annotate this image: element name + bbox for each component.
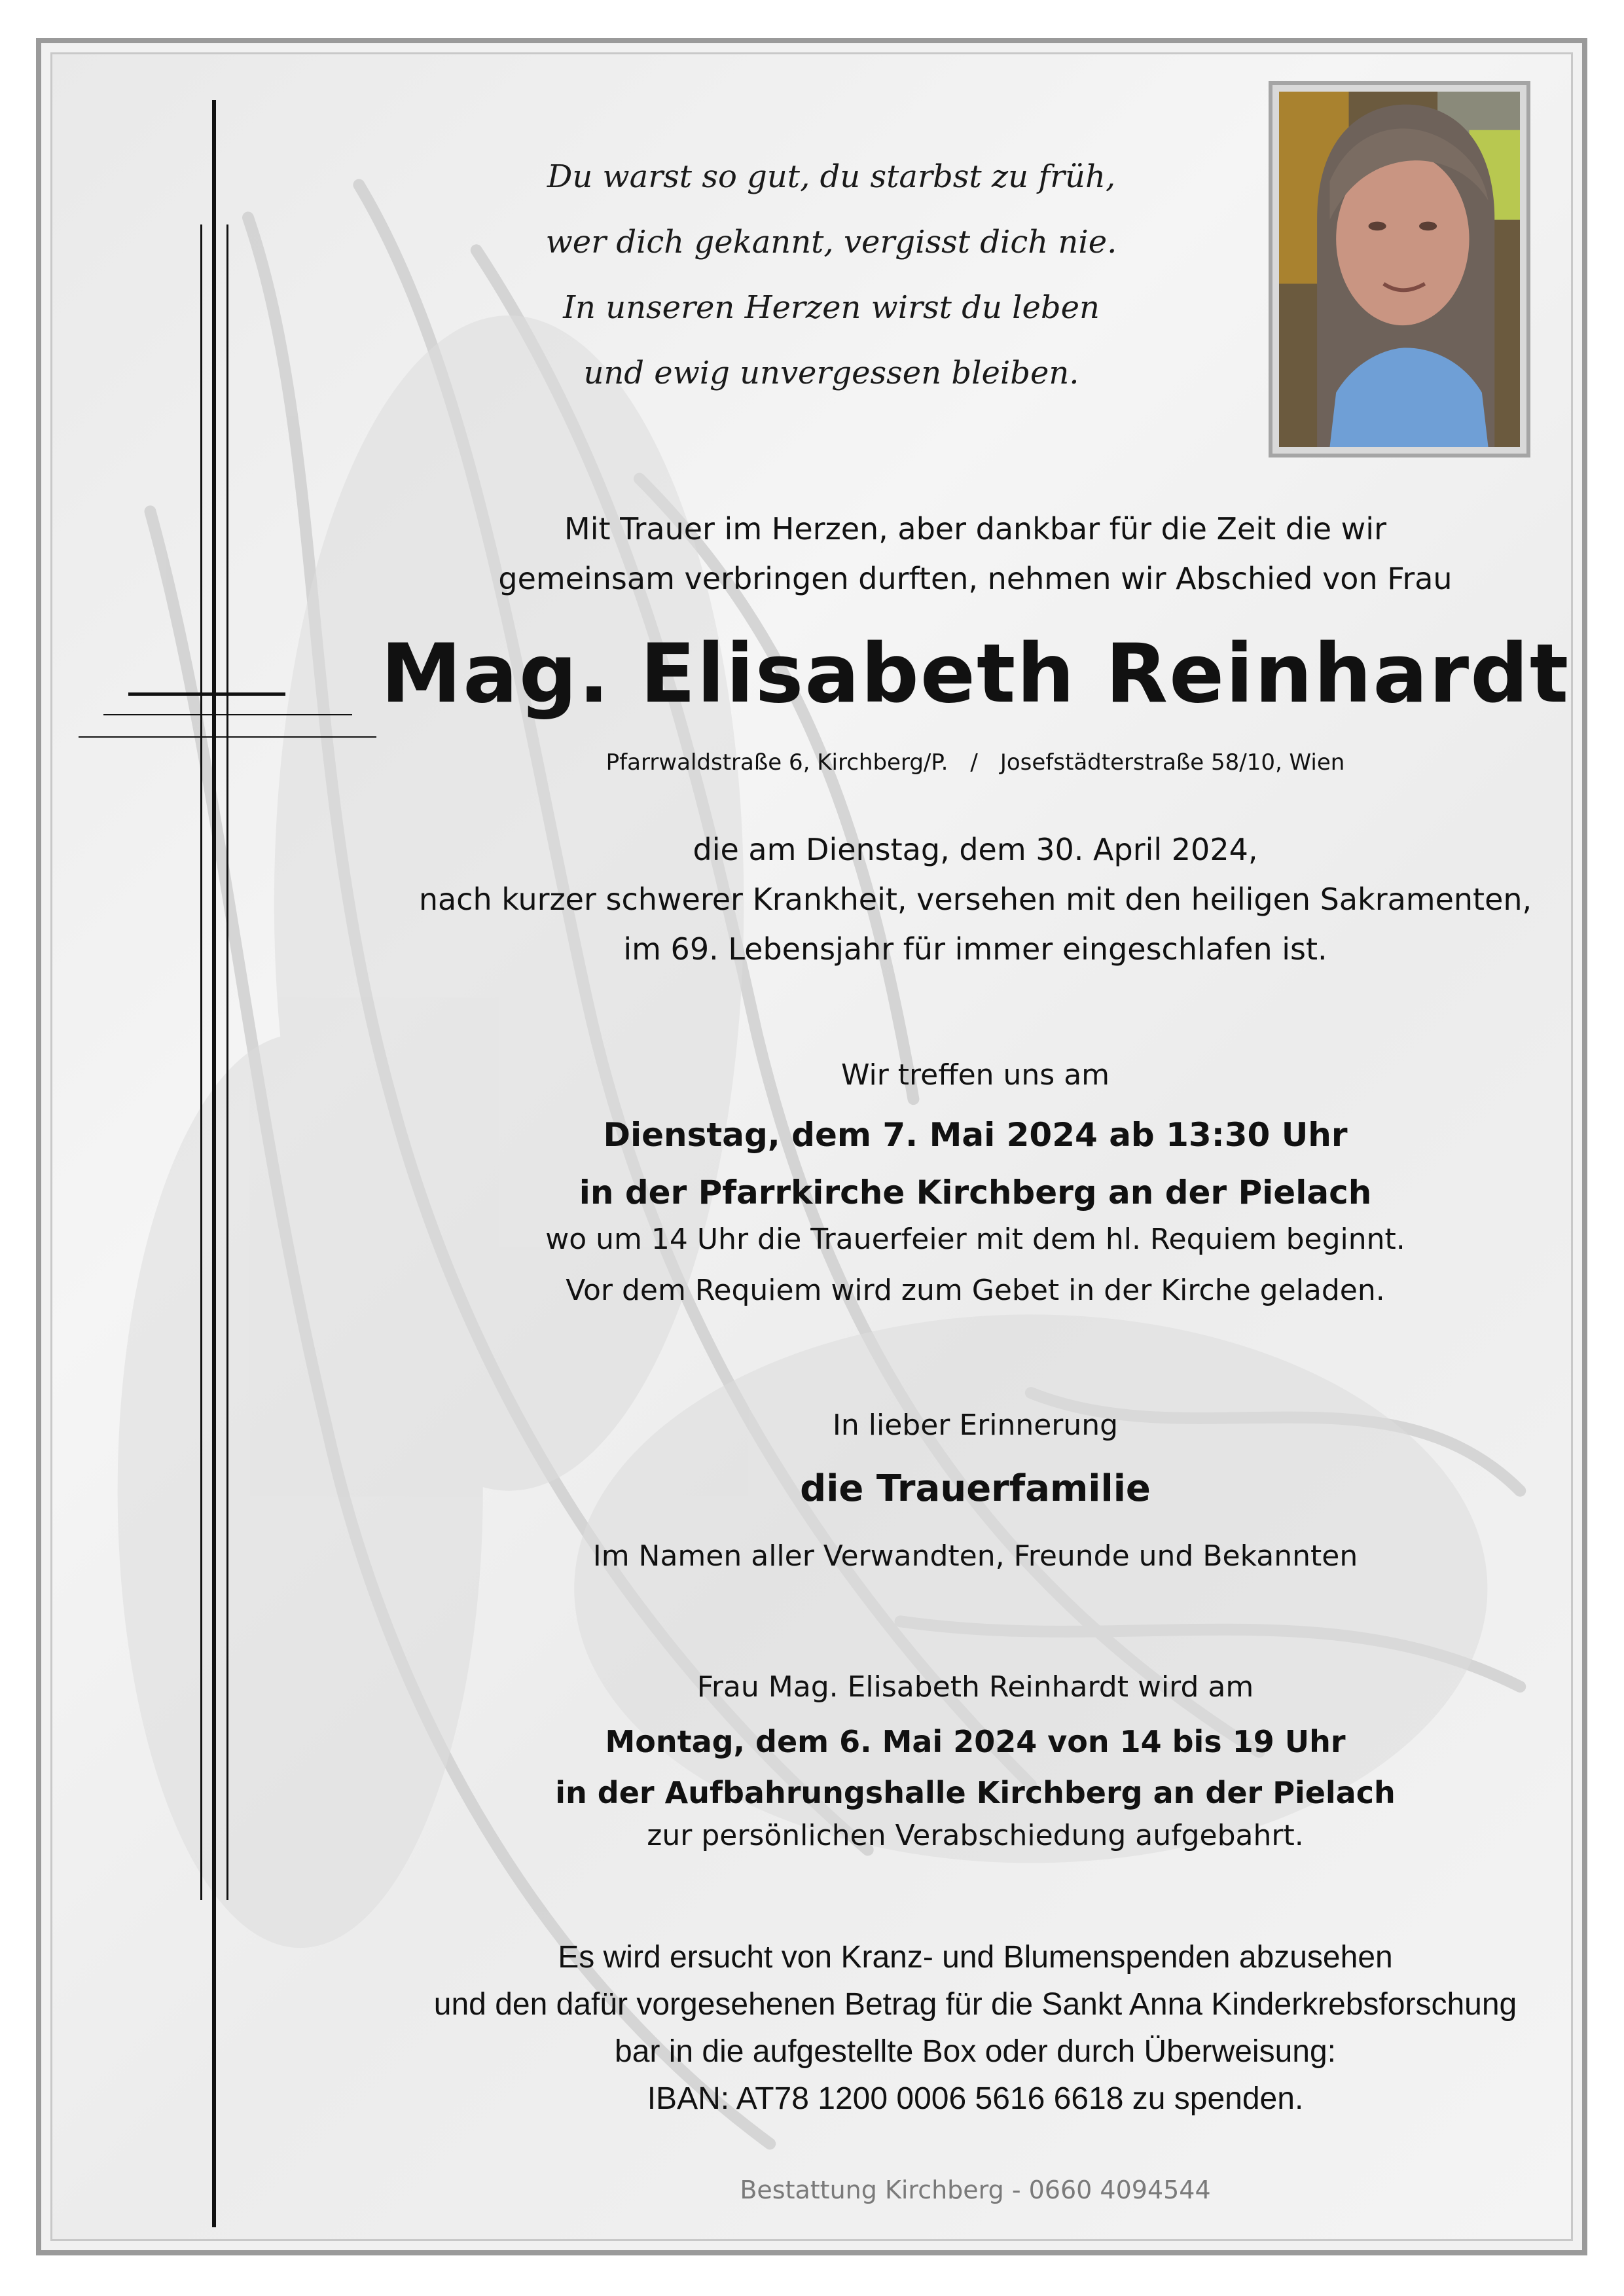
donation-iban: IBAN: AT78 1200 0006 5616 6618 zu spenden.	[647, 2081, 1304, 2116]
donation-text	[367, 1934, 1584, 2123]
address-kirchberg: Pfarrwaldstraße 6, Kirchberg/P.	[605, 749, 948, 776]
portrait-frame	[1269, 81, 1530, 457]
poem-line: wer dich gekannt, vergisst dich nie.	[545, 224, 1117, 260]
intro-line: gemeinsam verbringen durften, nehmen wir Abschied von Frau	[498, 561, 1453, 596]
funeral-details	[367, 1106, 1584, 1221]
memory-text: In lieber Erinnerung	[832, 1408, 1119, 1442]
viewing-intro: Frau Mag. Elisabeth Reinhardt wird am	[696, 1670, 1254, 1704]
funeral-note-line: Vor dem Requiem wird zum Gebet in der Kirche geladen.	[566, 1274, 1385, 1307]
death-line: die am Dienstag, dem 30. April 2024,	[693, 832, 1258, 867]
poem-line: In unseren Herzen wirst du leben	[563, 289, 1100, 326]
funeral-note-line: wo um 14 Uhr die Trauerfeier mit dem hl. Requiem beginnt.	[545, 1223, 1405, 1256]
viewing-date: Montag, dem 6. Mai 2024 von 14 bis 19 Uhr	[605, 1724, 1346, 1759]
funeral-intro: Wir treffen uns am	[840, 1058, 1110, 1092]
address-line	[367, 746, 1584, 779]
deceased-name: Mag. Elisabeth Reinhardt	[380, 627, 1570, 721]
cross-line-right	[226, 224, 228, 1900]
donation-line: Es wird ersucht von Kranz- und Blumenspenden abzusehen	[558, 1940, 1393, 1975]
cross-bar-main	[128, 692, 285, 696]
portrait-photo	[1279, 92, 1520, 447]
donation-line: bar in die aufgestellte Box oder durch Überweisung:	[615, 2034, 1336, 2069]
viewing-details	[367, 1716, 1584, 1818]
relatives-text: Im Namen aller Verwandten, Freunde und Bekannten	[592, 1539, 1358, 1573]
funeral-date: Dienstag, dem 7. Mai 2024 ab 13:30 Uhr	[603, 1116, 1348, 1154]
funeral-notes	[367, 1214, 1584, 1316]
poem	[425, 144, 1237, 406]
death-line: im 69. Lebensjahr für immer eingeschlafen ist.	[623, 931, 1327, 967]
cross-bar-thin-2	[79, 736, 376, 738]
funeral-place: in der Pfarrkirche Kirchberg an der Pielach	[579, 1174, 1372, 1211]
poem-line: und ewig unvergessen bleiben.	[583, 355, 1079, 391]
viewing-note: zur persönlichen Verabschiedung aufgebahrt.	[647, 1819, 1304, 1852]
poem-line: Du warst so gut, du starbst zu früh,	[547, 158, 1116, 195]
death-line: nach kurzer schwerer Krankheit, versehen mit den heiligen Sakramenten,	[418, 882, 1532, 917]
cross-icon	[212, 100, 216, 2227]
death-text	[367, 825, 1584, 974]
intro-text	[367, 504, 1584, 603]
address-separator: /	[970, 749, 978, 776]
family-signature: die Trauerfamilie	[800, 1467, 1151, 1510]
viewing-place: in der Aufbahrungshalle Kirchberg an der Pielach	[555, 1775, 1396, 1810]
intro-line: Mit Trauer im Herzen, aber dankbar für die Zeit die wir	[564, 511, 1386, 547]
donation-line: und den dafür vorgesehenen Betrag für die Sankt Anna Kinderkrebsforschung	[433, 1987, 1517, 2022]
address-wien: Josefstädterstraße 58/10, Wien	[1000, 749, 1345, 776]
cross-bar-thin-1	[103, 714, 352, 715]
cross-line-left	[200, 224, 202, 1900]
footer-funeral-home: Bestattung Kirchberg - 0660 4094544	[740, 2176, 1211, 2204]
